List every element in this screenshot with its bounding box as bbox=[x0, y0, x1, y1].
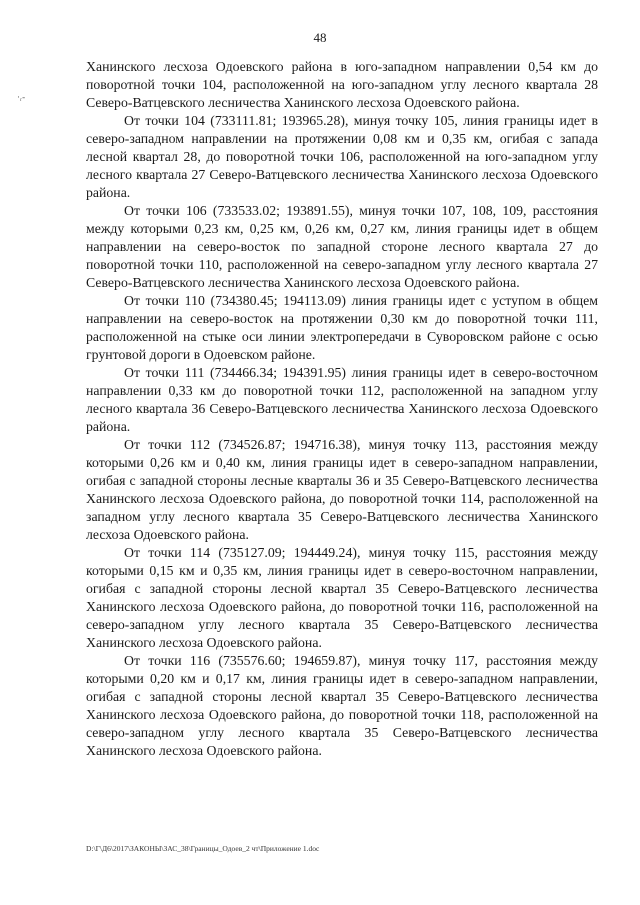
paragraph: От точки 116 (735576.60; 194659.87), минуя точку 117, расстояния между которыми 0,20 км и 0,17 км, линия границы идет в северо-западном направлении, огибая с западной стороны лесной квартал 35 Северо-Ватцевского лесничества Ханинского лесхоза Одоевского района, до поворотной точки 118, расположенной на северо-западном углу лесного квартала 35 Северо-Ватцевского лесничества Ханинского лесхоза Одоевского района. bbox=[86, 653, 598, 758]
document-body bbox=[86, 58, 598, 760]
paragraph: От точки 111 (734466.34; 194391.95) линия границы идет в северо-восточном направлении 0,33 км до поворотной точки 112, расположенной на западном углу лесного квартала 36 Северо-Ватцевского лесничества Ханинского лесхоза Одоевского района. bbox=[86, 365, 598, 434]
paragraph: От точки 112 (734526.87; 194716.38), минуя точку 113, расстояния между которыми 0,26 км и 0,40 км, линия границы идет в северо-западном направлении, огибая с западной стороны лесные кварталы 36 и 35 Северо-Ватцевского лесничества Ханинского лесхоза Одоевского района, до поворотной точки 114, расположенной на западном углу лесного квартала 35 Северо-Ватцевского лесничества Ханинского лесхоза Одоевского района. bbox=[86, 437, 598, 542]
paragraph: От точки 104 (733111.81; 193965.28), минуя точку 105, линия границы идет в северо-западном направлении на протяжении 0,08 км и 0,35 км, огибая с запада лесной квартал 28, до поворотной точки 106, расположенной на юго-западном углу лесного квартала 27 Северо-Ватцевского лесничества Ханинского лесхоза Одоевского района. bbox=[86, 113, 598, 200]
footer-file-path: D:\Г\Д6\2017\ЗАКОНЫ\ЗАС_38\Границы_Одоев_2 чт\Приложение 1.doc bbox=[86, 844, 320, 853]
paragraph: От точки 106 (733533.02; 193891.55), минуя точки 107, 108, 109, расстояния между которыми 0,23 км, 0,25 км, 0,26 км, 0,27 км, линия границы идет в общем направлении на северо-восток по западной стороне лесного квартала 27 до поворотной точки 110, расположенной на северо-западном углу лесного квартала 27 Северо-Ватцевского лесничества Ханинского лесхоза Одоевского района. bbox=[86, 203, 598, 290]
paragraph: От точки 114 (735127.09; 194449.24), минуя точку 115, расстояния между которыми 0,15 км и 0,35 км, линия границы идет в северо-восточном направлении, огибая с западной стороны лесной квартал 35 Северо-Ватцевского лесничества Ханинского лесхоза Одоевского района, до поворотной точки 116, расположенной на северо-западном углу лесного квартала 35 Северо-Ватцевского лесничества Ханинского лесхоза Одоевского района. bbox=[86, 545, 598, 650]
paragraph: Ханинского лесхоза Одоевского района в юго-западном направлении 0,54 км до поворотной точки 104, расположенной на юго-западном углу лесного квартала 28 Северо-Ватцевского лесничества Ханинского лесхоза Одоевского района. bbox=[86, 59, 598, 110]
scan-mark: ·ᵣ- bbox=[17, 92, 26, 102]
paragraph: От точки 110 (734380.45; 194113.09) линия границы идет с уступом в общем направлении на северо-восток на протяжении 0,30 км до поворотной точки 111, расположенной на стыке оси линии электропередачи в Суворовском районе с осью грунтовой дороги в Одоевском районе. bbox=[86, 293, 598, 362]
page-number: 48 bbox=[313, 30, 327, 45]
